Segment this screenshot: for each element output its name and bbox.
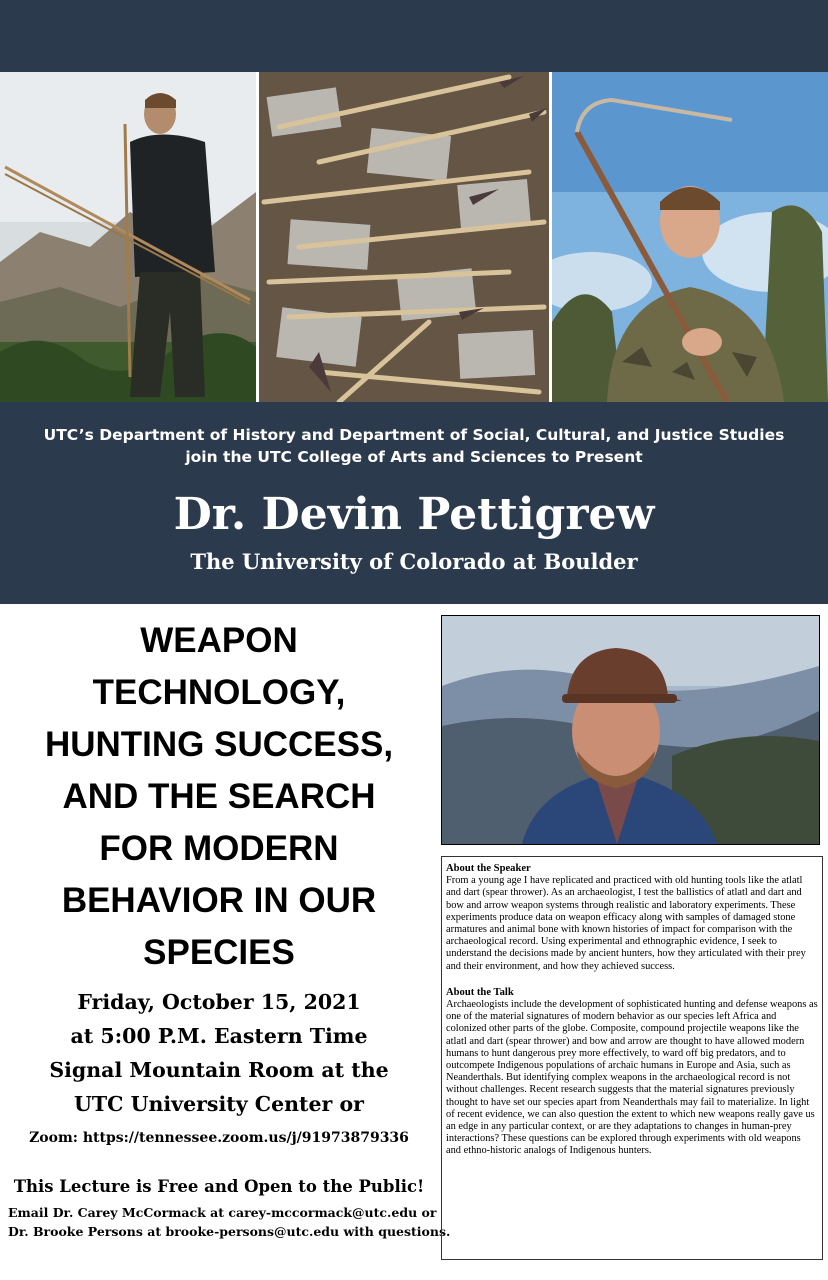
about-talk-heading: About the Talk: [446, 986, 514, 998]
free-admission-note: This Lecture is Free and Open to the Public!: [13, 1177, 425, 1196]
zoom-link[interactable]: Zoom: https://tennessee.zoom.us/j/91973879336: [29, 1130, 409, 1146]
title-line: BEHAVIOR IN OUR: [61, 881, 377, 920]
title-line: TECHNOLOGY,: [92, 673, 346, 712]
contact-line: Email Dr. Carey McCormack at carey-mccormack@utc.edu or: [8, 1205, 437, 1220]
speaker-banner: [0, 402, 828, 604]
contact-line: Dr. Brooke Persons at brooke-persons@utc.edu with questions.: [8, 1224, 451, 1239]
photo-projectile-points: [259, 72, 549, 402]
title-line: AND THE SEARCH: [62, 777, 376, 816]
about-talk-body: Archaeologists include the development of sophisticated hunting and defense weapons as one of the material signatures of modern behavior as our species left Africa and colonized other parts of the globe. Composite, compound projectile weapons like the atlatl and dart (spear thrower) and bow and arrow are thought to have allowed modern humans to hunt dangerous prey more effectively, to ward off big predators, and to outcompete Indigenous populations of archaic humans in Europe and Asia, such as Neanderthals. But identifying complex weapons in the archaeological record is not without challenges. Recent research suggests that the material signatures previously thought to have set our species apart from Neanderthals may fail to materialize. In light of recent evidence, we can also question the extent to which new weapons really gave us an edge in any particular context, or are they adaptations to changes in human-prey interactions? These questions can be explored through experiments with old weapons and ethno-historic analogs of Indigenous hunters.: [446, 999, 818, 1157]
lecture-title: [8, 615, 430, 979]
event-time: at 5:00 P.M. Eastern Time: [70, 1024, 368, 1048]
about-speaker-body: From a young age I have replicated and practiced with old hunting tools like the atlatl and dart (spear thrower). As an archaeologist, I test the ballistics of atlatl and dart and bow and arrow weapon systems through realistic and laboratory experiments. These experiments produce data on weapon efficacy along with samples of damaged stone armatures and animal bone with known histories of impact for comparison with the archaeological record. Using experimental and ethnographic evidence, I seek to understand the decisions made by ancient hunters, how they articulated with their prey and their environment, and how they achieved success.: [446, 875, 806, 972]
title-line: SPECIES: [143, 933, 295, 972]
about-speaker-heading: About the Speaker: [446, 863, 531, 874]
photo-atlatl-thrower: [552, 72, 828, 402]
title-line: WEAPON: [140, 621, 298, 660]
host-text: [0, 424, 828, 468]
top-bar: [0, 0, 828, 72]
host-present: join the UTC College of Arts and Sciences to Present: [185, 448, 643, 466]
host-departments: UTC’s Department of History and Department of Social, Cultural, and Justice Studies: [43, 426, 785, 444]
photo-hunter-with-arrows: [0, 72, 256, 402]
speaker-name: Dr. Devin Pettigrew: [173, 489, 655, 540]
event-venue: UTC University Center or: [74, 1092, 364, 1116]
title-line: HUNTING SUCCESS,: [44, 725, 394, 764]
speaker-affiliation: The University of Colorado at Boulder: [190, 549, 638, 574]
event-date: Friday, October 15, 2021: [77, 990, 361, 1014]
event-details: [8, 985, 451, 1241]
event-room: Signal Mountain Room at the: [49, 1058, 389, 1082]
description-box: [441, 856, 823, 1260]
speaker-portrait: [441, 615, 820, 845]
title-line: FOR MODERN: [99, 829, 339, 868]
